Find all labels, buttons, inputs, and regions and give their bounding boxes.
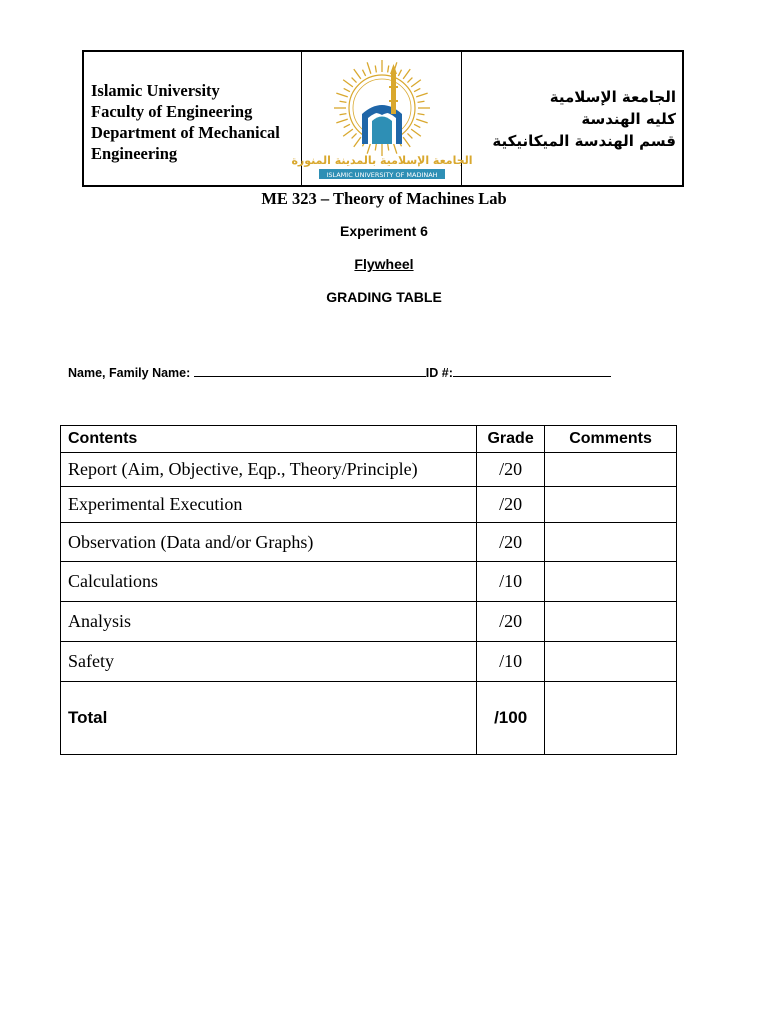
row-content: Observation (Data and/or Graphs): [61, 523, 477, 562]
university-logo: [290, 52, 473, 185]
experiment-name: Flywheel: [354, 256, 414, 272]
institution-line-arabic: الجامعة الإسلامية: [549, 88, 676, 106]
row-comment[interactable]: [545, 487, 677, 523]
total-comment[interactable]: [545, 682, 677, 755]
table-row: [61, 487, 677, 523]
row-content: Analysis: [61, 602, 477, 642]
header-grade: Grade: [477, 426, 545, 453]
institution-arabic: [462, 52, 682, 185]
row-content: Experimental Execution: [61, 487, 477, 523]
grading-table: [60, 425, 677, 755]
row-comment[interactable]: [545, 523, 677, 562]
table-row: [61, 642, 677, 682]
row-grade: /20: [477, 523, 545, 562]
table-row: [61, 453, 677, 487]
row-grade: /10: [477, 562, 545, 602]
row-content: Calculations: [61, 562, 477, 602]
name-label: Name, Family Name:: [68, 366, 191, 380]
row-content: Report (Aim, Objective, Eqp., Theory/Principle): [61, 453, 477, 487]
name-field[interactable]: [194, 365, 426, 377]
table-row: [61, 562, 677, 602]
row-grade: /20: [477, 487, 545, 523]
total-grade: /100: [477, 682, 545, 755]
experiment-number: Experiment 6: [340, 223, 428, 239]
table-row: [61, 523, 677, 562]
row-comment[interactable]: [545, 602, 677, 642]
institution-line-arabic: قسم الهندسة الميكانيكية: [492, 132, 676, 150]
row-grade: /10: [477, 642, 545, 682]
institution-line: Engineering: [91, 144, 178, 163]
header-comments: Comments: [545, 426, 677, 453]
university-seal-icon: [290, 56, 473, 182]
total-label: Total: [61, 682, 477, 755]
institution-line: Department of Mechanical: [91, 123, 280, 142]
row-grade: /20: [477, 453, 545, 487]
header-contents: Contents: [61, 426, 477, 453]
row-grade: /20: [477, 602, 545, 642]
section-title: GRADING TABLE: [326, 289, 442, 305]
row-comment[interactable]: [545, 453, 677, 487]
letterhead: [82, 50, 684, 187]
course-title: ME 323 – Theory of Machines Lab: [261, 189, 507, 208]
institution-line-arabic: كليه الهندسة: [581, 110, 676, 128]
institution-line: Islamic University: [91, 81, 220, 100]
table-header-row: [61, 426, 677, 453]
logo-arabic-text: الجامعة الإسلامية بالمدينة المنورة: [290, 153, 473, 167]
table-row: [61, 602, 677, 642]
id-label: ID #:: [425, 366, 453, 380]
row-comment[interactable]: [545, 562, 677, 602]
row-content: Safety: [61, 642, 477, 682]
student-info-line: [68, 365, 611, 380]
row-comment[interactable]: [545, 642, 677, 682]
institution-english: [84, 52, 302, 185]
id-field[interactable]: [453, 365, 611, 377]
logo-english-text: ISLAMIC UNIVERSITY OF MADINAH: [325, 170, 438, 179]
total-row: [61, 682, 677, 755]
institution-line: Faculty of Engineering: [91, 102, 253, 121]
